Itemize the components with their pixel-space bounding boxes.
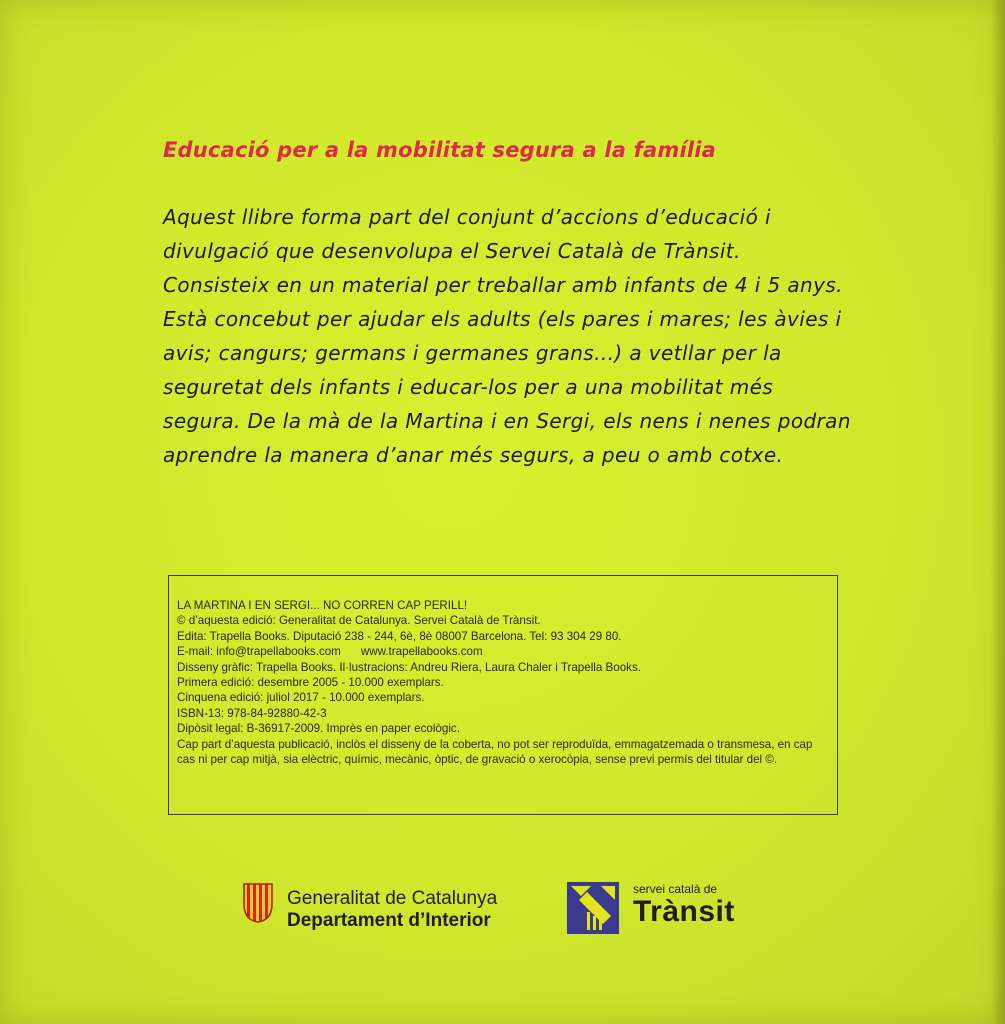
senyera-shield-icon [242, 882, 274, 924]
credits-contact [177, 644, 829, 659]
transit-subtitle: servei català de [633, 882, 718, 896]
credits-fifth-edition: Cinquena edició: juliol 2017 - 10.000 exemplars. [177, 691, 425, 705]
credits-publisher: Edita: Trapella Books. Diputació 238 - 244, 6è, 8è 08007 Barcelona. Tel: 93 304 29 80. [177, 629, 622, 643]
transit-title: Trànsit [633, 895, 735, 928]
logos-row [0, 870, 1005, 950]
credits-isbn: ISBN-13: 978-84-92880-42-3 [177, 706, 327, 720]
transit-mark-icon [567, 882, 619, 934]
credits-website: www.trapellabooks.com [360, 645, 483, 659]
generalitat-department: Departament d’Interior [287, 910, 491, 931]
page-heading: Educació per a la mobilitat segura a la família [163, 138, 717, 162]
credits-first-edition: Primera edició: desembre 2005 - 10.000 exemplars. [177, 676, 444, 690]
credits-legal-deposit: Dipòsit legal: B-36917-2009. Imprès en paper ecològic. [177, 722, 460, 736]
credits-title: LA MARTINA I EN SERGI... NO CORREN CAP PERILL! [177, 599, 468, 612]
generalitat-name: Generalitat de Catalunya [287, 888, 498, 909]
credits-design: Disseny gràfic: Trapella Books. Il·lustracions: Andreu Riera, Laura Chaler i Trapella Books. [177, 660, 641, 674]
credits-copyright: © d’aquesta edició: Generalitat de Catalunya. Servei Català de Trànsit. [177, 614, 541, 628]
credits-rights: Cap part d’aquesta publicació, inclòs el disseny de la coberta, no pot ser reproduïda, emmagatzemada o transmesa, en cap cas ni per cap mitjà, sia elèctric, químic, mecànic, òptic, de gravació o xerocòpia, sense previ permís del titular del ©. [177, 737, 813, 767]
credits-box [168, 575, 838, 815]
description-text [163, 200, 853, 472]
description-paragraph: Consisteix en un material per treballar amb infants de 4 i 5 anys. Està concebut per ajudar els adults (els pares i mares; les àvies i avis; cangurs; germans i germanes grans...) a vetllar per la seguretat dels infants i educar-los per a una mobilitat més segura. De la mà de la Martina i en Sergi, els nens i nenes podran aprendre la manera d’anar més segurs, a peu o amb cotxe. [163, 273, 851, 467]
credits-email: E-mail: info@trapellabooks.com [177, 645, 341, 659]
description-paragraph: Aquest llibre forma part del conjunt d’accions d’educació i divulgació que desenvolupa el Servei Català de Trànsit. [163, 205, 771, 263]
